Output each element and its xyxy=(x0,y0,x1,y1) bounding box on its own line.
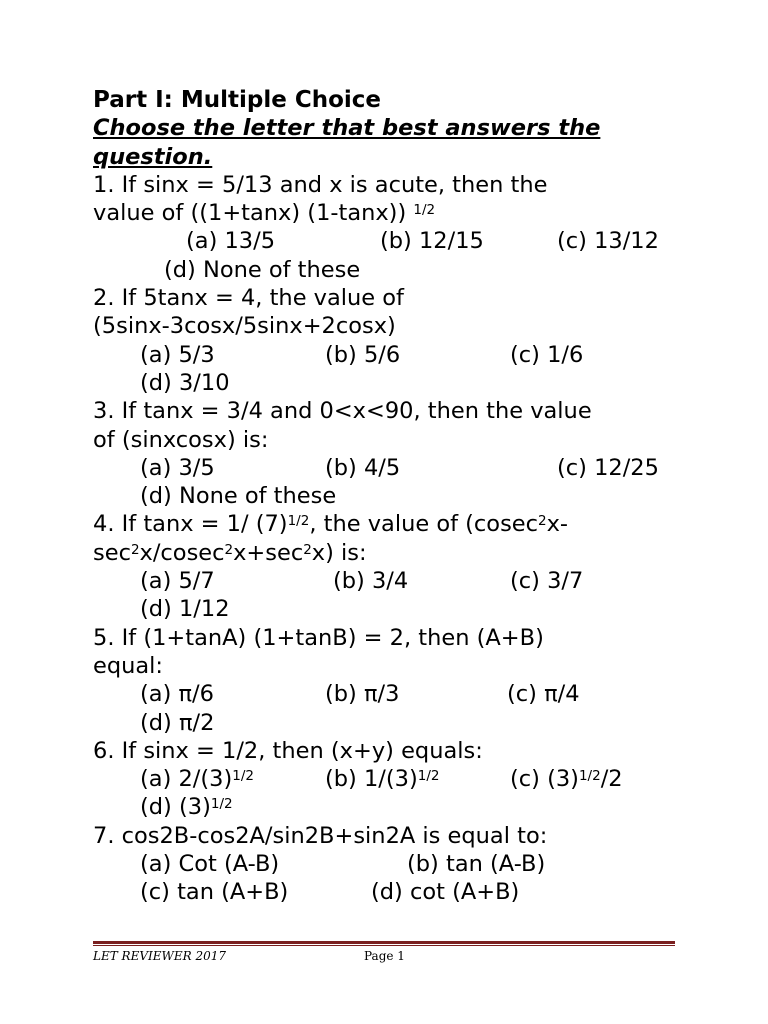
question-2-line-2: (5sinx-3cosx/5sinx+2cosx) xyxy=(93,313,396,340)
question-1-line-1: 1. If sinx = 5/13 and x is acute, then the xyxy=(93,171,548,198)
question-2-line-1: 2. If 5tanx = 4, the value of xyxy=(93,285,404,312)
document-body xyxy=(93,86,693,907)
question-4-option-a: (a) 5/7 xyxy=(140,568,215,595)
question-1-option-a: (a) 13/5 xyxy=(186,228,276,255)
question-4-options-row-1 xyxy=(93,567,693,595)
question-2-option-c: (c) 1/6 xyxy=(510,341,584,368)
exponent: 1/2 xyxy=(417,768,440,785)
question-7-options-row-2 xyxy=(93,878,693,906)
footer-rule-bottom xyxy=(93,945,675,946)
question-1-options-row-1 xyxy=(93,227,693,255)
question-4-line-2: $\sec^2x/cosec^2x+\sec^2x$) is: xyxy=(93,539,367,566)
question-5-options-row-2 xyxy=(93,709,693,737)
footer-title: LET REVIEWER 2017 xyxy=(93,949,226,963)
question-3-option-b: (b) 4/5 xyxy=(325,454,401,481)
question-5-line-2: equal: xyxy=(93,652,164,679)
question-4-option-d: (d) 1/12 xyxy=(140,596,230,623)
question-6-options-row-1 xyxy=(93,765,693,793)
question-2-options-row-2 xyxy=(93,369,693,397)
question-1-option-d: (d) None of these xyxy=(164,256,361,283)
question-6-option-b: (b) $1/(3)^{1/2}$ xyxy=(325,766,440,793)
question-7-option-a: (a) Cot (A-B) xyxy=(140,851,280,878)
question-5-option-c: (c) π/4 xyxy=(507,681,580,708)
question-4-option-b: (b) 3/4 xyxy=(333,568,409,595)
question-2-option-b: (b) 5/6 xyxy=(325,341,401,368)
question-6-option-c: (c) $(3)^{1/2}/2$ xyxy=(510,766,623,793)
question-6-option-a: (a) $2/(3)^{1/2}$ xyxy=(140,766,254,793)
footer-rule-top xyxy=(93,941,675,944)
question-4-line-1: 4. If tanx = 1/ $(7)^{1/2}$, the value of (cosec$^2$x- xyxy=(93,511,569,538)
question-4-options-row-2 xyxy=(93,595,693,623)
question-6-option-d: (d) $(3)^{1/2}$ xyxy=(140,794,233,821)
question-7-line-1: 7. cos2B-cos2A/sin2B+sin2A is equal to: xyxy=(93,822,548,849)
exponent: 2 xyxy=(130,541,140,558)
question-1-line-2: value of ((1+tanx) (1-tanx)) $^{1/2}$ xyxy=(93,200,436,227)
question-5-option-a: (a) π/6 xyxy=(140,681,214,708)
question-2-option-d: (d) 3/10 xyxy=(140,369,230,396)
question-7-option-c: (c) tan (A+B) xyxy=(140,879,289,906)
question-3-line-1: 3. If tanx = 3/4 and 0<x<90, then the value xyxy=(93,398,592,425)
question-3-options-row-1 xyxy=(93,454,693,482)
question-5-line-1: 5. If (1+tanA) (1+tanB) = 2, then (A+B) xyxy=(93,624,544,651)
part-title: Part I: Multiple Choice xyxy=(93,87,382,113)
exponent: 1/2 xyxy=(210,796,233,813)
exponent: 2 xyxy=(303,541,312,558)
question-3-option-c: (c) 12/25 xyxy=(557,454,659,481)
question-1-options-row-2 xyxy=(93,256,693,284)
exponent: 1/2 xyxy=(232,768,254,785)
exponent: 2 xyxy=(538,513,547,530)
exponent: 2 xyxy=(224,541,234,558)
exponent: 1/2 xyxy=(578,768,601,785)
question-5-options-row-1 xyxy=(93,680,693,708)
question-5-option-d: (d) π/2 xyxy=(140,709,215,736)
question-6-line-1: 6. If sinx = 1/2, then (x+y) equals: xyxy=(93,737,483,764)
question-6-options-row-2 xyxy=(93,793,693,821)
question-3-options-row-2 xyxy=(93,482,693,510)
question-2-option-a: (a) 5/3 xyxy=(140,341,215,368)
question-1-option-c: (c) 13/12 xyxy=(557,228,659,255)
question-7-option-d: (d) cot (A+B) xyxy=(371,879,520,906)
instruction-line-1: Choose the letter that best answers the xyxy=(93,115,601,142)
exponent: 1/2 xyxy=(287,513,310,530)
question-2-options-row-1 xyxy=(93,341,693,369)
question-5-option-b: (b) π/3 xyxy=(325,681,400,708)
question-3-option-d: (d) None of these xyxy=(140,483,337,510)
question-7-option-b: (b) tan (A-B) xyxy=(407,851,546,878)
exponent: 1/2 xyxy=(413,202,436,219)
page-number: Page 1 xyxy=(364,949,405,963)
question-3-option-a: (a) 3/5 xyxy=(140,454,215,481)
question-1-option-b: (b) 12/15 xyxy=(380,228,484,255)
question-3-line-2: of (sinxcosx) is: xyxy=(93,426,269,453)
question-7-options-row-1 xyxy=(93,850,693,878)
instruction-line-2: question. xyxy=(93,143,213,170)
question-4-option-c: (c) 3/7 xyxy=(510,568,584,595)
